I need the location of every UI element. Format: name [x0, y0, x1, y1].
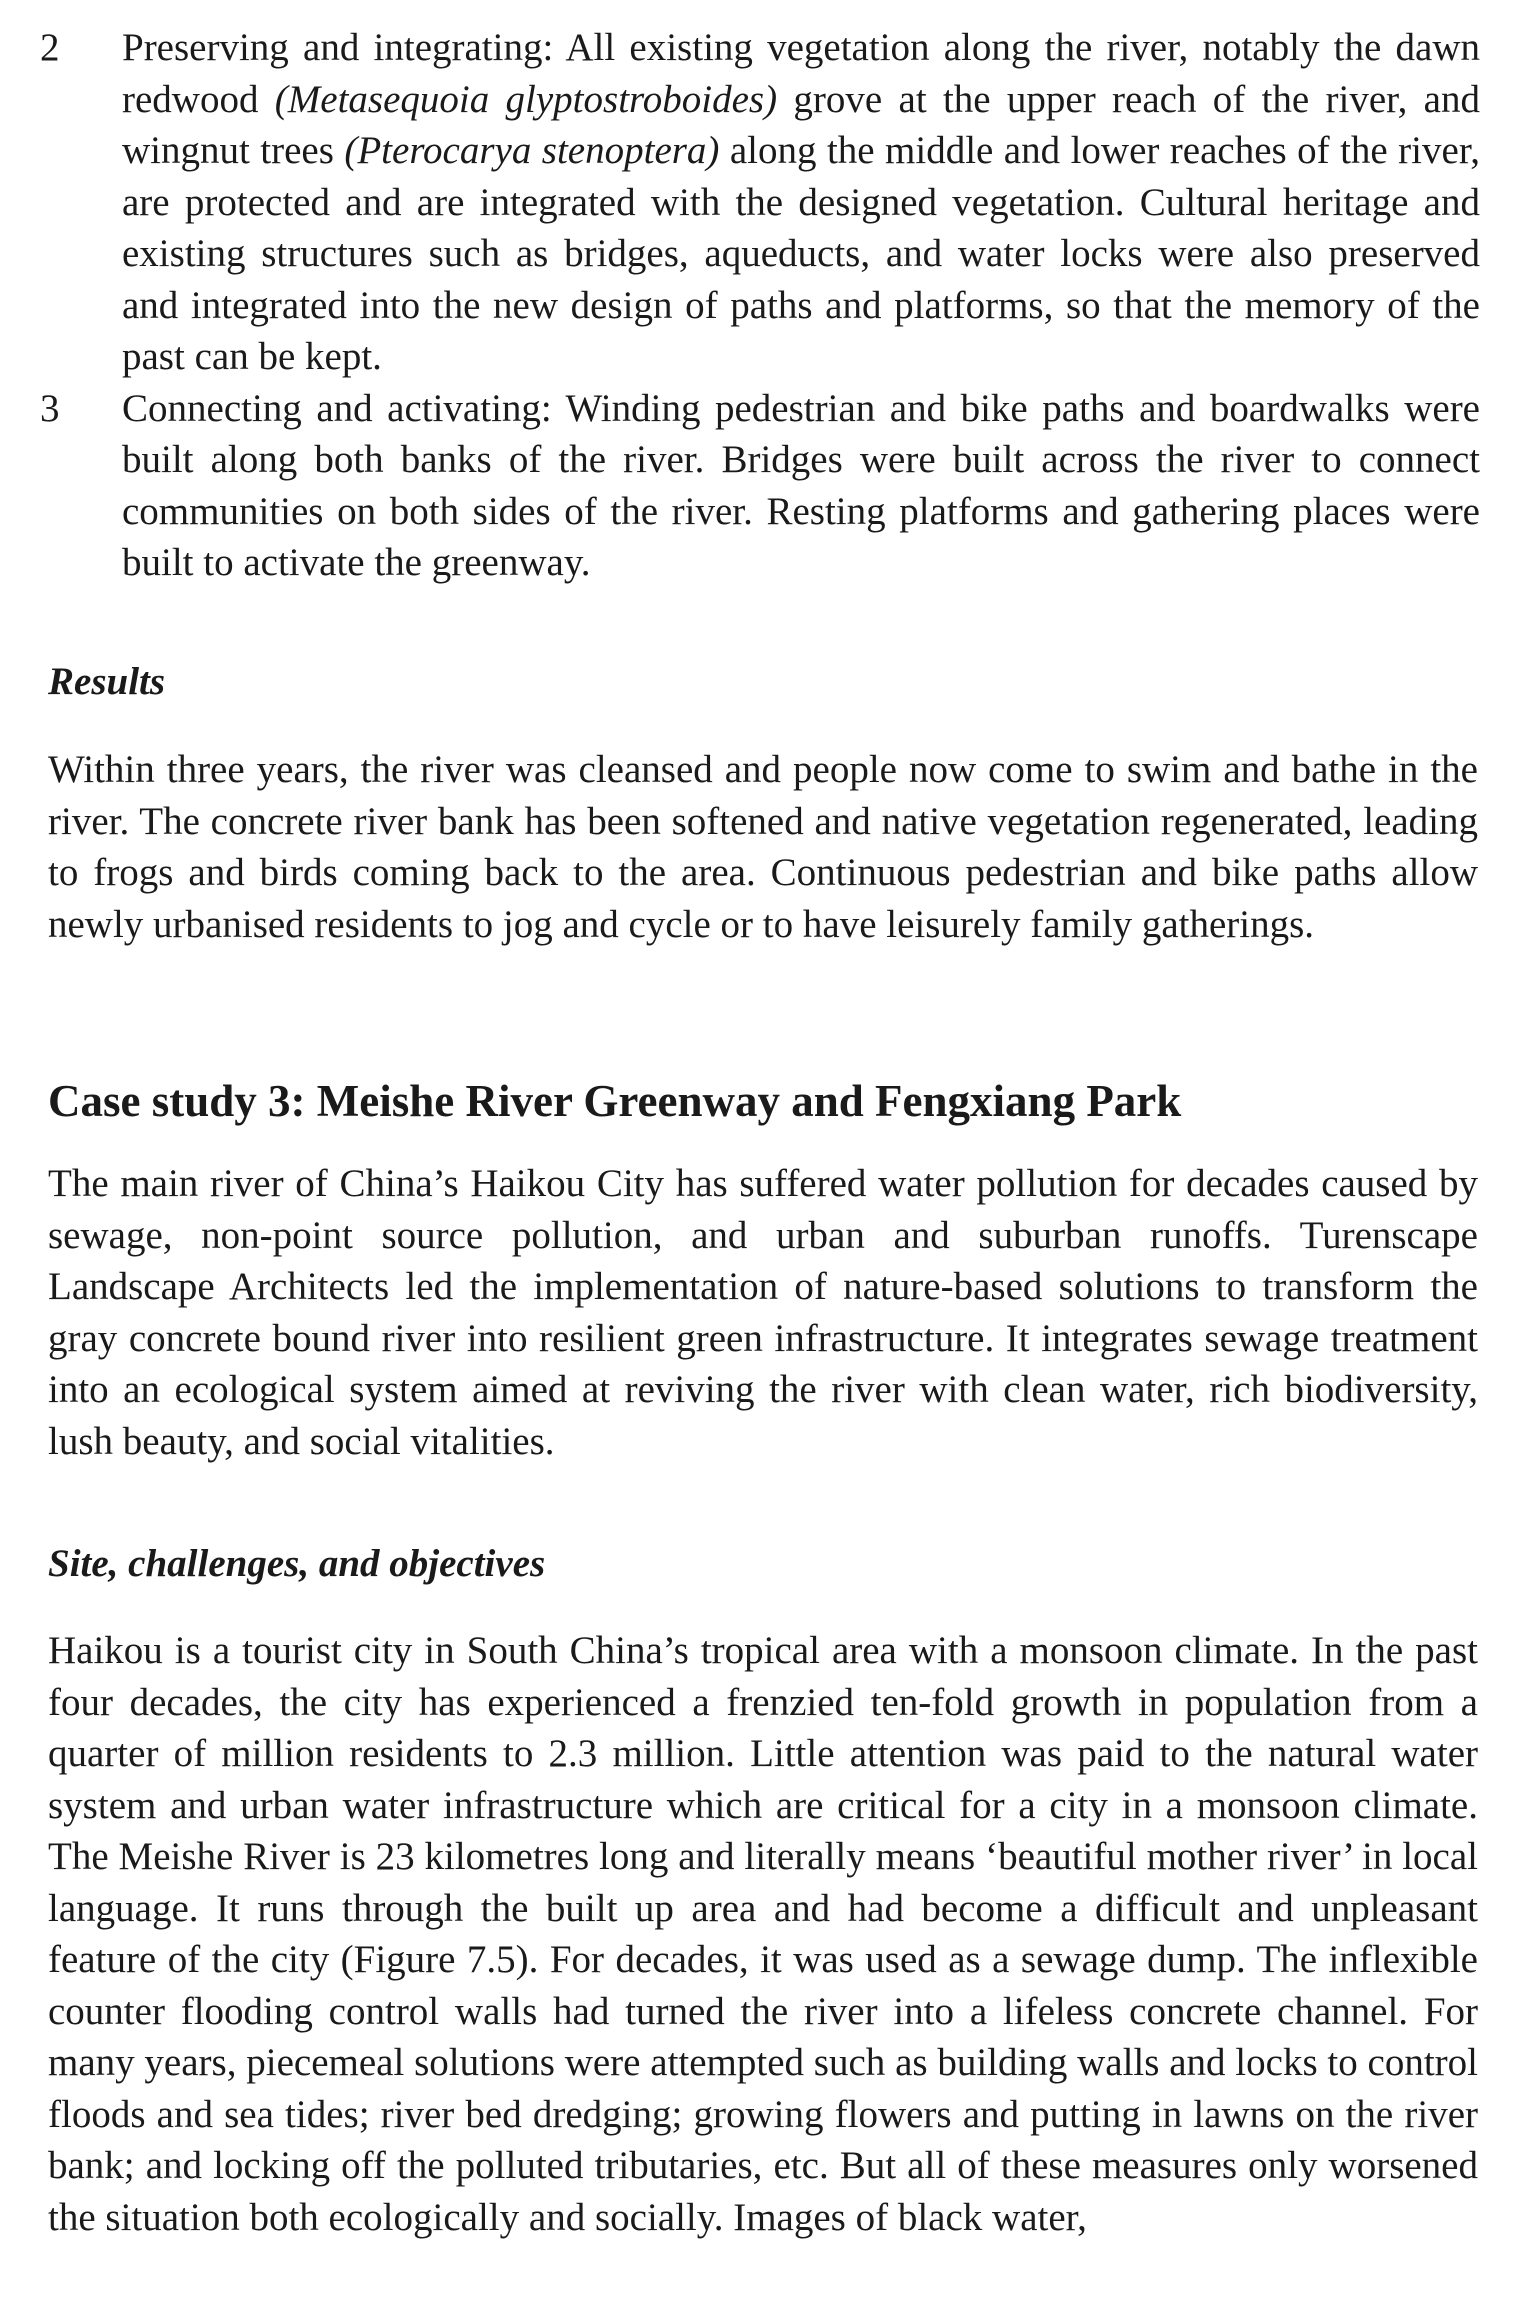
list-item-3 — [40, 383, 1480, 589]
case-study-paragraph: The main river of China’s Haikou City has suffered water pollution for decades caused by sewage, non-point source pollution, and urban and suburban runoffs. Turenscape Landscape Architects led the implementation of nature-based solutions to transform the gray concrete bound river into resilient green infrastructure. It integrates sewage treatment into an ecological system aimed at reviving the river with clean water, rich biodiversity, lush beauty, and social vitalities. — [48, 1162, 1478, 1463]
list-text: Preserving and integrating: All existing vegetation along the river, notably the dawn redwood — [122, 26, 1480, 121]
results-paragraph: Within three years, the river was cleansed and people now come to swim and bathe in the river. The concrete river bank has been softened and native vegetation regenerated, leading to frogs and birds coming back to the area. Continuous pedestrian and bike paths allow newly urbanised residents to jog and cycle or to have leisurely family gatherings. — [48, 748, 1478, 946]
case-study-heading: Case study 3: Meishe River Greenway and Fengxiang Park — [48, 1076, 1182, 1126]
list-item-2 — [40, 22, 1480, 383]
results-heading: Results — [48, 660, 166, 703]
list-number: 3 — [40, 386, 60, 430]
species-name-dawn-redwood: (Metasequoia glyptostroboides) — [274, 77, 778, 121]
list-text: Connecting and activating: Winding pedestrian and bike paths and boardwalks were built along both banks of the river. Bridges were built across the river to connect communities on both sides of the river. Resting platforms and gathering places were built to activate the greenway. — [122, 386, 1480, 584]
numbered-list — [40, 22, 1480, 589]
site-paragraph: Haikou is a tourist city in South China’s tropical area with a monsoon climate. In the past four decades, the city has experienced a frenzied ten-fold growth in population from a quarter of million residents to 2.3 million. Little attention was paid to the natural water system and urban water infrastructure which are critical for a city in a monsoon climate. The Meishe River is 23 kilometres long and literally means ‘beautiful mother river’ in local language. It runs through the built up area and had become a difficult and unpleasant feature of the city (Figure 7.5). For decades, it was used as a sewage dump. The inflexible counter flooding control walls had turned the river into a lifeless concrete channel. For many years, piecemeal solutions were attempted such as building walls and locks to control floods and sea tides; river bed dredging; growing flowers and putting in lawns on the river bank; and locking off the polluted tributaries, etc. But all of these measures only worsened the situation both ecologically and socially. Images of black water, — [48, 1629, 1478, 2239]
list-text: grove at the upper reach of the river, and wingnut trees — [122, 77, 1480, 172]
species-name-wingnut: (Pterocarya stenoptera) — [344, 129, 720, 172]
site-heading: Site, challenges, and objectives — [48, 1542, 546, 1585]
list-text: along the middle and lower reaches of the river, are protected and are integrated with the designed vegetation. Cultural heritage and existing structures such as bridges, aqueducts, and water locks were also preserved and integrated into the new design of paths and platforms, so that the memory of the past can be kept. — [122, 129, 1480, 378]
list-number: 2 — [40, 26, 60, 69]
